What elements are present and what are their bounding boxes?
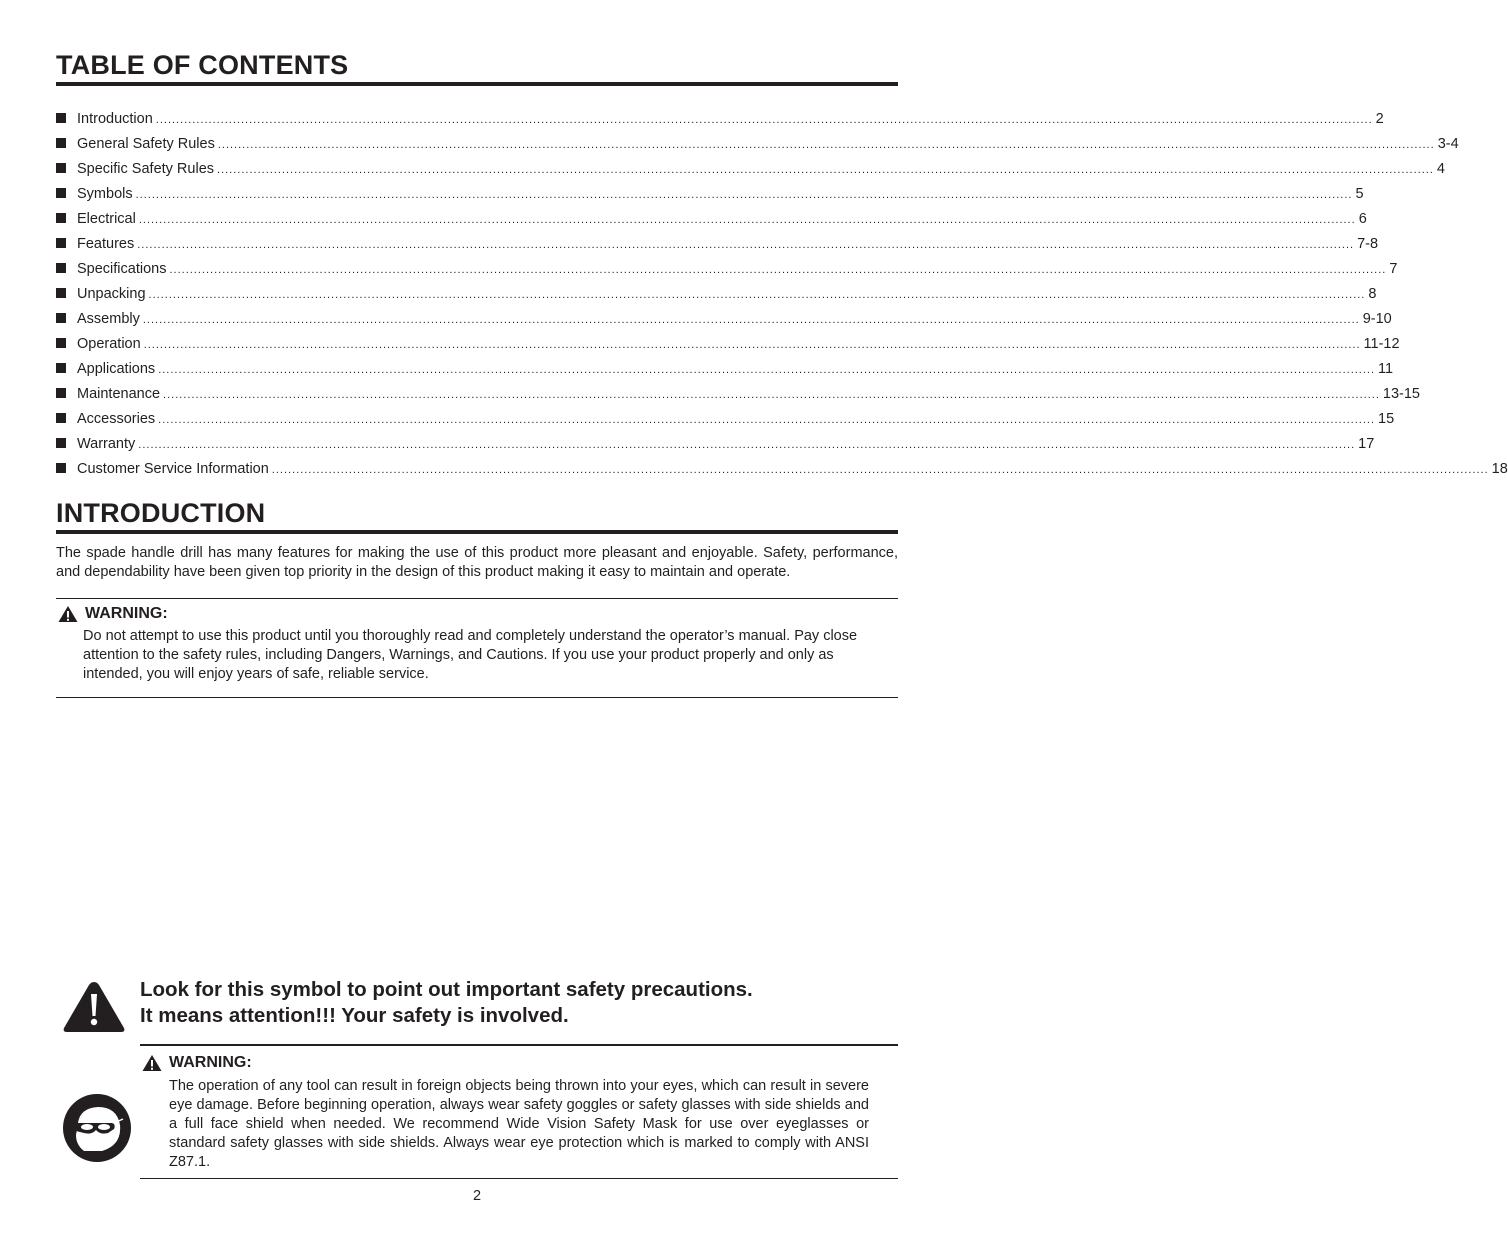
toc-item (56, 107, 1384, 132)
toc-item-page: 11 (1378, 361, 1394, 377)
toc-list (56, 107, 1508, 482)
toc-item-page: 3-4 (1437, 136, 1459, 152)
bullet-square-icon (56, 213, 66, 223)
bullet-square-icon (56, 438, 66, 448)
page-number: 2 (472, 1188, 482, 1204)
toc-item-page: 15 (1378, 411, 1395, 427)
bullet-square-icon (56, 113, 66, 123)
toc-leader-dots: ............................................................................................................................................................................................................................................................................................................ (138, 214, 1356, 226)
toc-item-label: Electrical (77, 211, 136, 227)
safety-alert-triangle-icon (62, 980, 126, 1034)
warning-label: WARNING: (85, 605, 168, 622)
toc-leader-dots: ............................................................................................................................................................................................................................................................................................................ (138, 439, 1356, 451)
toc-leader-dots: ............................................................................................................................................................................................................................................................................................................ (163, 389, 1380, 401)
toc-leader-dots: ............................................................................................................................................................................................................................................................................................................ (169, 264, 1387, 276)
toc-leader-dots: ............................................................................................................................................................................................................................................................................................................ (217, 139, 1435, 151)
introduction-title: INTRODUCTION (56, 498, 898, 534)
toc-item-label: Specifications (77, 261, 167, 277)
bullet-square-icon (56, 363, 66, 373)
bullet-square-icon (56, 338, 66, 348)
warning-triangle-icon (58, 605, 78, 623)
safety-symbol-heading (140, 977, 753, 1029)
toc-item-page: 6 (1358, 211, 1367, 227)
toc-item-page: 13-15 (1382, 386, 1420, 402)
toc-item (56, 132, 1459, 157)
introduction-warning-box (56, 598, 898, 698)
toc-item-page: 8 (1368, 286, 1377, 302)
toc-leader-dots: ............................................................................................................................................................................................................................................................................................................ (271, 464, 1489, 476)
toc-leader-dots: ............................................................................................................................................................................................................................................................................................................ (148, 289, 1366, 301)
toc-item-label: Introduction (77, 111, 153, 127)
toc-item (56, 457, 1508, 482)
toc-item-label: Specific Safety Rules (77, 161, 215, 177)
toc-item (56, 382, 1420, 407)
toc-item-label: Applications (77, 361, 156, 377)
toc-item (56, 357, 1394, 382)
warning-label: WARNING: (169, 1054, 252, 1071)
toc-item (56, 307, 1392, 332)
safety-symbol-line-1: Look for this symbol to point out important safety precautions. (140, 978, 753, 1001)
bullet-square-icon (56, 263, 66, 273)
toc-leader-dots: ............................................................................................................................................................................................................................................................................................................ (155, 114, 1373, 126)
toc-leader-dots: ............................................................................................................................................................................................................................................................................................................ (142, 314, 1360, 326)
toc-item-page: 5 (1355, 186, 1364, 202)
toc-item (56, 282, 1377, 307)
toc-item-label: Maintenance (77, 386, 161, 402)
toc-item-label: Accessories (77, 411, 156, 427)
toc-item (56, 257, 1398, 282)
toc-item-page: 9-10 (1362, 311, 1392, 327)
toc-item (56, 207, 1367, 232)
warning-triangle-icon (142, 1054, 162, 1072)
toc-leader-dots: ............................................................................................................................................................................................................................................................................................................ (158, 414, 1376, 426)
toc-item-label: General Safety Rules (77, 136, 215, 152)
warning-heading (58, 605, 168, 623)
bullet-square-icon (56, 138, 66, 148)
eye-protection-icon (62, 1093, 132, 1163)
toc-item-page: 2 (1375, 111, 1384, 127)
bullet-square-icon (56, 163, 66, 173)
toc-leader-dots: ............................................................................................................................................................................................................................................................................................................ (143, 339, 1361, 351)
bullet-square-icon (56, 288, 66, 298)
bullet-square-icon (56, 413, 66, 423)
toc-leader-dots: ............................................................................................................................................................................................................................................................................................................ (217, 164, 1434, 176)
warning-text: The operation of any tool can result in foreign objects being thrown into your eyes, which can result in severe eye damage. Before beginning operation, always wear safety goggles or safety glasses with side shields and a full face shield when needed. We recommend Wide Vision Safety Mask for use over eyeglasses or standard safety glasses with side shields. Always wear eye protection which is marked to comply with ANSI Z87.1. (169, 1078, 869, 1170)
bullet-square-icon (56, 313, 66, 323)
toc-item (56, 432, 1375, 457)
warning-text: Do not attempt to use this product until you thoroughly read and completely understand the operator’s manual. Pay close attention to the safety rules, including Dangers, Warnings, and Cautions. If you use your product properly and only as intended, you will enjoy years of safe, reliable service. (83, 628, 858, 682)
toc-item-page: 18 (1491, 461, 1508, 477)
introduction-text: The spade handle drill has many features for making the use of this product more pleasant and enjoyable. Safety, performance, and dependability have been given top priority in the design of this product making it easy to maintain and operate. (56, 545, 898, 580)
toc-item-page: 7 (1389, 261, 1398, 277)
toc-item-page: 4 (1436, 161, 1445, 177)
toc-item-page: 11-12 (1363, 336, 1400, 352)
toc-item (56, 407, 1395, 432)
toc-item-label: Warranty (77, 436, 136, 452)
eye-warning-box (140, 1044, 898, 1179)
toc-item-page: 7-8 (1357, 236, 1379, 252)
bullet-square-icon (56, 238, 66, 248)
toc-item-label: Customer Service Information (77, 461, 269, 477)
safety-symbol-line-2: It means attention!!! Your safety is involved. (140, 1004, 569, 1027)
bullet-square-icon (56, 463, 66, 473)
toc-item-label: Operation (77, 336, 141, 352)
toc-leader-dots: ............................................................................................................................................................................................................................................................................................................ (137, 239, 1355, 251)
toc-item-label: Symbols (77, 186, 133, 202)
toc-item (56, 182, 1364, 207)
warning-heading (142, 1054, 252, 1072)
toc-leader-dots: ............................................................................................................................................................................................................................................................................................................ (135, 189, 1353, 201)
toc-title: TABLE OF CONTENTS (56, 50, 898, 86)
bullet-square-icon (56, 188, 66, 198)
toc-item-page: 17 (1358, 436, 1375, 452)
toc-item-label: Features (77, 236, 135, 252)
toc-item (56, 157, 1445, 182)
toc-leader-dots: ............................................................................................................................................................................................................................................................................................................ (158, 364, 1376, 376)
toc-item (56, 232, 1379, 257)
toc-item (56, 332, 1400, 357)
toc-item-label: Assembly (77, 311, 140, 327)
bullet-square-icon (56, 388, 66, 398)
toc-item-label: Unpacking (77, 286, 146, 302)
